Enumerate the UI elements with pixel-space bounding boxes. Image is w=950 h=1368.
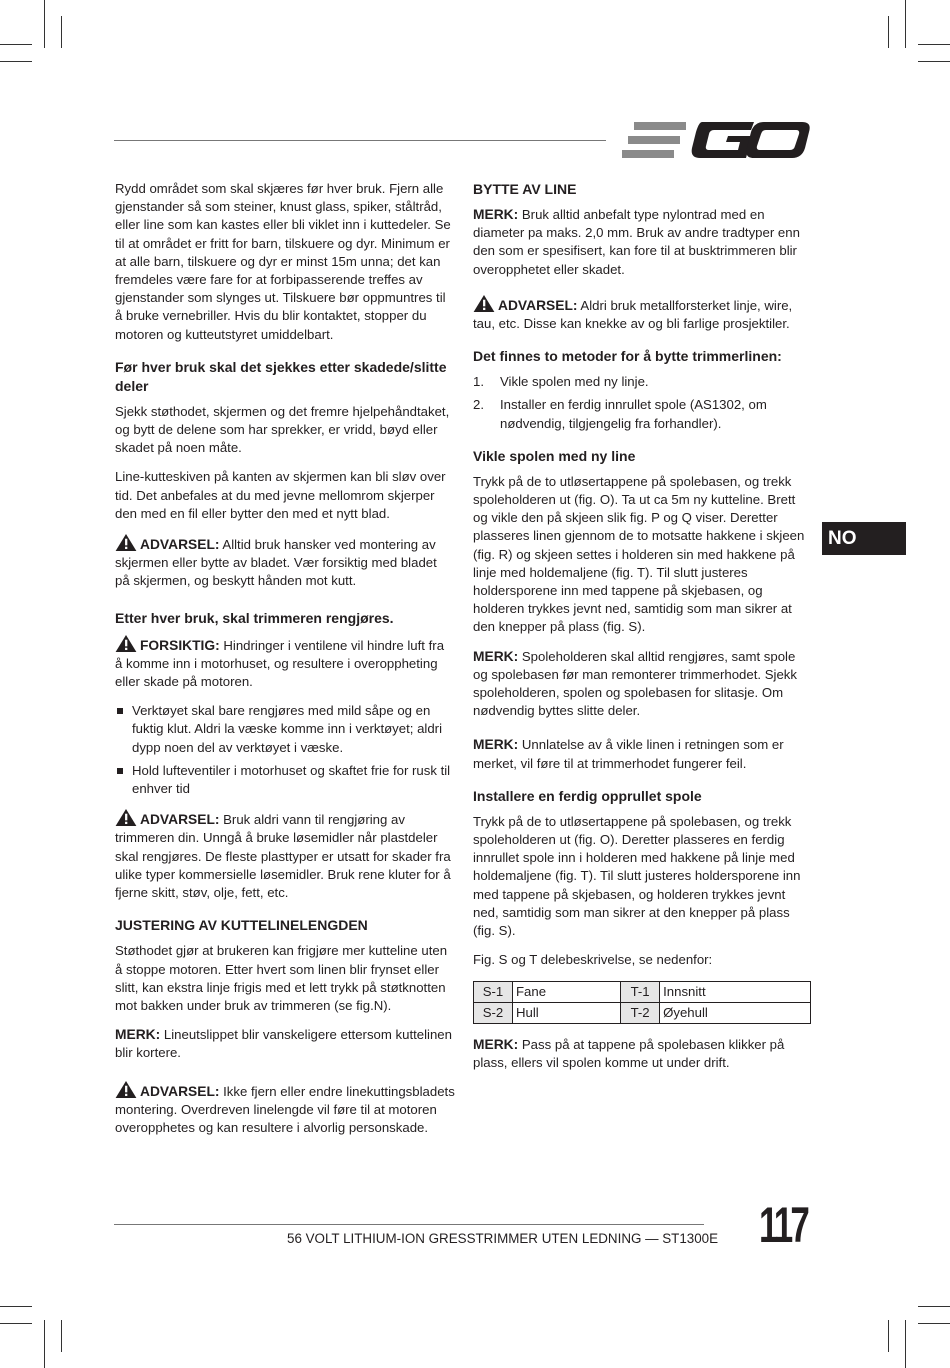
section-heading-replace: BYTTE AV LINE	[473, 181, 577, 197]
crop-mark	[0, 61, 32, 62]
warning-label: ADVARSEL:	[140, 537, 220, 553]
warning-triangle-icon	[115, 1081, 137, 1098]
install-paragraph: Trykk på de to utløsertappene på spolebasen, og trekk spoleholderen ut (fig. O). Deretter plasseres en ferdig innrullet spole inn i holderen med hakkene på linje med holdemaljene (fig. T). Til slutt justeres holdersporene inn med tappene på skjebasen, og holderen trykkes jevnt ned, samtidig som man sikrer at den knepper på plass (fig. S).	[473, 813, 801, 939]
parts-table	[473, 981, 811, 1024]
crop-mark	[0, 1306, 32, 1307]
note-text: Spoleholderen skal alltid rengjøres, samt spole og spolebasen før man remonterer trimmerhodet. Sjekk spoleholderen, spolen og spolebasen for slitasje. Om nødvendig byttes slitte deler.	[473, 648, 797, 719]
warning-label: ADVARSEL:	[140, 812, 220, 828]
warning-block-water	[115, 809, 455, 902]
footer-product-title: 56 VOLT LITHIUM-ION GRESSTRIMMER UTEN LEDNING — ST1300E	[287, 1231, 719, 1246]
section-heading-wind: Vikle spolen med ny line	[473, 447, 636, 464]
crop-mark	[918, 61, 950, 62]
list-item: Hold lufteventiler i motorhuset og skaftet frie for rusk til enhver tid	[115, 762, 455, 798]
warning-block-gloves	[115, 534, 455, 591]
crop-mark	[0, 1323, 32, 1324]
crop-mark	[905, 1320, 906, 1368]
crop-mark	[888, 16, 889, 48]
note-text: Bruk alltid anbefalt type nylontrad med en diameter pa maks. 2,0 mm. Bruk av andre tradtyper enn den som er spesifisert, kan fore til at busktrimmeren blir overopphetet eller skadet.	[473, 207, 800, 277]
caution-label: FORSIKTIG:	[140, 637, 220, 653]
cleaning-list	[115, 702, 455, 798]
left-column	[115, 180, 455, 1148]
section-heading-install: Installere en ferdig opprullet spole	[473, 787, 702, 804]
methods-list	[473, 373, 811, 433]
note-block-clean-holder	[473, 648, 811, 721]
warning-text: Alltid bruk hansker ved montering av skjermen eller bytte av bladet. Vær forsiktig med bladet på skjermen, og beskytt hånden mot kutt.	[115, 537, 437, 589]
note-block-direction	[473, 736, 811, 772]
square-bullet-icon	[117, 768, 123, 774]
note-label: MERK:	[473, 1036, 519, 1052]
note-label: MERK:	[473, 207, 519, 222]
caution-text: Hindringer i ventilene vil hindre luft fra å komme inn i motorhuset, og resultere i overoppheting eller skade på motoren.	[115, 637, 445, 690]
table-row: S-2 Hull T-2 Øyehull	[474, 1002, 811, 1023]
note-block-tabs	[473, 1036, 811, 1072]
crop-mark	[888, 1320, 889, 1352]
warning-label: ADVARSEL:	[498, 297, 578, 313]
language-tab: NO	[822, 522, 906, 555]
list-item: 1. Vikle spolen med ny linje.	[473, 374, 649, 390]
caution-block	[115, 635, 455, 692]
note-text: Unnlatelse av å vikle linen i retningen som er merket, vil føre til at trimmerhodet fungerer feil.	[473, 737, 784, 771]
check-paragraph-2: Line-kutteskiven på kanten av skjermen kan bli sløv over tid. Det anbefales at du med jevne mellomrom skjerper den med en fil eller bytter den med et nytt blad.	[115, 469, 446, 521]
section-heading-methods: Det finnes to metoder for å bytte trimmerlinen:	[473, 348, 782, 365]
section-heading-adjust: JUSTERING AV KUTTELINELENGDEN	[115, 917, 368, 934]
note-label: MERK:	[115, 1027, 161, 1043]
crop-mark	[61, 1320, 62, 1352]
warning-triangle-icon	[115, 635, 137, 652]
check-paragraph-1: Sjekk støthodet, skjermen og det fremre hjelpehåndtaket, og bytt de delene som har sprekker, er vridd, bøyd eller skadet på noen måte.	[115, 403, 450, 456]
crop-mark	[918, 44, 950, 45]
crop-mark	[44, 0, 45, 48]
table-row: S-1 Fane T-1 Innsnitt	[474, 981, 811, 1002]
crop-mark	[61, 16, 62, 48]
warning-block-blade	[115, 1081, 455, 1138]
warning-triangle-icon	[115, 809, 137, 826]
right-column	[473, 180, 811, 1083]
ego-logo-icon	[622, 118, 812, 162]
square-bullet-icon	[117, 708, 123, 714]
note-label: MERK:	[473, 737, 519, 753]
footer-rule	[114, 1224, 704, 1225]
warning-label: ADVARSEL:	[140, 1083, 220, 1099]
crop-mark	[0, 44, 32, 45]
page-number: 117	[759, 1197, 808, 1253]
brand-logo	[622, 118, 812, 162]
section-heading-check: Før hver bruk skal det sjekkes etter skadede/slitte deler	[115, 358, 447, 394]
warning-triangle-icon	[115, 534, 137, 551]
note-block-line-release	[115, 1026, 455, 1062]
header-rule	[114, 140, 606, 141]
note-text: Pass på at tappene på spolebasen klikker på plass, ellers vil spolen komme ut under drift.	[473, 1036, 785, 1071]
crop-mark	[905, 0, 906, 48]
note-block-nylon	[473, 206, 811, 279]
intro-paragraph: Rydd området som skal skjæres før hver bruk. Fjern alle gjenstander så som steiner, knust glass, spiker, ståltråd, eller line som kan kastes eller bli viklet inn i kuttedeler. Se til at området er fritt for barn, tilskuere og dyr. Minimum er at alle barn, tilskuere og dyr er minst 15m unna; det kan fremdeles være fare for at forbipasserende treffes av gjenstander som slynges ut. Tilskuere bør oppmuntres til å bruke vernebriller. Hvis du blir kontaktet, stopper du motoren og kutteutstyret umiddelbart.	[115, 181, 451, 342]
list-item: 2. Installer en ferdig innrullet spole (AS1302, om nødvendig, tilgjengelig fra forhandler).	[473, 397, 767, 431]
warning-block-metal	[473, 295, 811, 333]
warning-text: Bruk aldri vann til rengjøring av trimmeren din. Unngå å bruke løsemidler når plastdeler skal rengjøres. De fleste plasttyper er utsatt for skader fra ulike typer kommersielle løsemidler. Bruk rene kluter for å fjerne skitt, støv, olje, fett, etc.	[115, 812, 451, 901]
note-text: Lineutslippet blir vanskeligere ettersom kuttelinen blir kortere.	[115, 1027, 452, 1061]
warning-text: Ikke fjern eller endre linekuttingsbladets montering. Overdreven linelengde vil føre til at motoren overopphetes og kan resultere i alvorlig personskade.	[115, 1083, 455, 1135]
list-item: Verktøyet skal bare rengjøres med mild såpe og en fuktig klut. Aldri la væske komme inn i verktøyet; aldri dypp noen del av verktøyet i væske.	[115, 702, 455, 757]
crop-mark	[44, 1320, 45, 1368]
section-heading-clean: Etter hver bruk, skal trimmeren rengjøres.	[115, 609, 394, 626]
warning-triangle-icon	[473, 295, 495, 312]
note-label: MERK:	[473, 648, 519, 664]
warning-text: Aldri bruk metallforsterket linje, wire, tau, etc. Disse kan knekke av og bli farlige prosjektiler.	[473, 297, 793, 332]
crop-mark	[918, 1323, 950, 1324]
adjust-paragraph: Støthodet gjør at brukeren kan frigjøre mer kutteline uten å stoppe motoren. Etter hvert som linen blir frynset eller slitt, kan ekstra linje frigis med et lett trykk på støtknotten mot bakken under bruk av trimmeren (se fig.N).	[115, 943, 448, 1013]
wind-paragraph: Trykk på de to utløsertappene på spolebasen, og trekk spoleholderen ut (fig. O). Ta ut ca 5m ny kutteline. Brett og vikle den på skjeen slik fig. P og Q viser. Deretter plasseres linen gjennom de to motsatte hakkene i skjeen (fig. R) og skjeen settes i holderen sin med hakkene på linje med holdemaljene (fig. T). Til slutt justeres holdersporene inn med tappene på skjebasen, og holderen trykkes jevnt ned, samtidig som man sikrer at den knepper på plass (fig. S).	[473, 473, 805, 635]
crop-mark	[918, 1306, 950, 1307]
figure-description: Fig. S og T delebeskrivelse, se nedenfor:	[473, 952, 713, 968]
